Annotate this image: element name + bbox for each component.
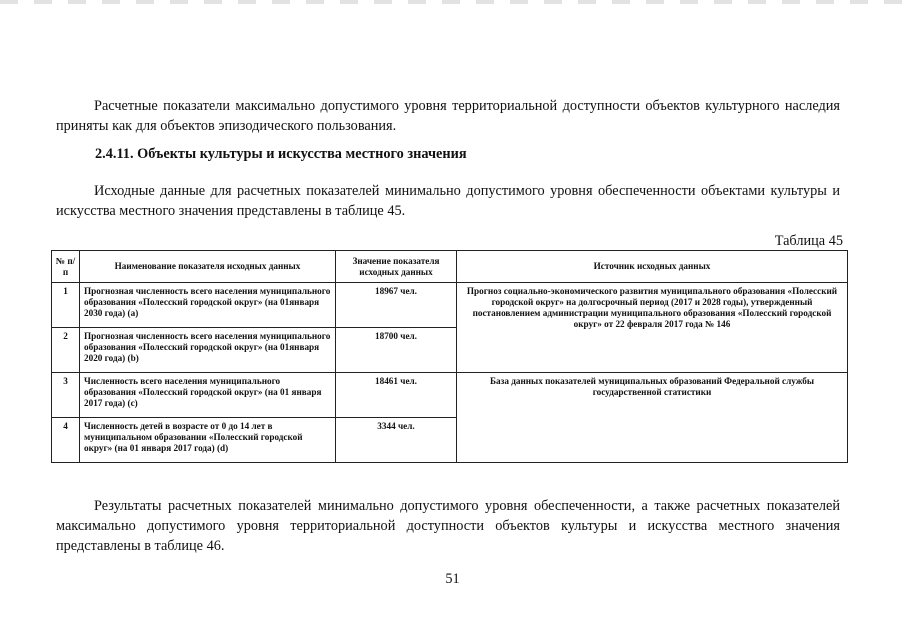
row-num: 4 bbox=[52, 418, 80, 463]
row-num: 2 bbox=[52, 328, 80, 373]
header-name: Наименование показателя исходных данных bbox=[80, 251, 336, 283]
header-source: Источник исходных данных bbox=[457, 251, 848, 283]
table-header-row bbox=[52, 251, 848, 283]
row-source: База данных показателей муниципальных образований Федеральной службы государственной статистики bbox=[457, 373, 848, 463]
row-value: 18461 чел. bbox=[336, 373, 457, 418]
section-heading: 2.4.11. Объекты культуры и искусства местного значения bbox=[95, 146, 467, 162]
row-name: Прогнозная численность всего населения муниципального образования «Полесский городской округ» (на 01января 2020 года) (b) bbox=[80, 328, 336, 373]
header-value: Значение показателя исходных данных bbox=[336, 251, 457, 283]
row-num: 1 bbox=[52, 283, 80, 328]
row-source: Прогноз социально-экономического развития муниципального образования «Полесский городской округ» на долгосрочный период (2017 и 2028 годы), утвержденный постановлением администрации муниципального образования «Полесский городской округ» от 22 февраля 2017 года № 146 bbox=[457, 283, 848, 373]
table-caption: Таблица 45 bbox=[774, 233, 843, 249]
paragraph-text: Исходные данные для расчетных показателей минимально допустимого уровня обеспеченности объектами культуры и искусства местного значения представлены в таблице 45. bbox=[56, 183, 840, 219]
source-data-table bbox=[51, 250, 848, 463]
page-number: 51 bbox=[445, 571, 460, 587]
row-name: Численность всего населения муниципального образования «Полесский городской округ» (на 01 января 2017 года) (c) bbox=[80, 373, 336, 418]
row-num: 3 bbox=[52, 373, 80, 418]
paragraph-text: Результаты расчетных показателей минимально допустимого уровня обеспеченности, а также расчетных показателей максимально допустимого уровня территориальной доступности объектов культуры и искусства местного значения представлены в таблице 46. bbox=[56, 498, 840, 554]
paragraph-source-data bbox=[56, 181, 840, 221]
row-name: Прогнозная численность всего населения муниципального образования «Полесский городской округ» (на 01января 2030 года) (a) bbox=[80, 283, 336, 328]
paragraph-results bbox=[56, 496, 840, 556]
scan-edge-artifact bbox=[0, 0, 905, 4]
row-value: 18967 чел. bbox=[336, 283, 457, 328]
row-value: 18700 чел. bbox=[336, 328, 457, 373]
row-name: Численность детей в возрасте от 0 до 14 лет в муниципальном образовании «Полесский городской округ» (на 01 января 2017 года) (d) bbox=[80, 418, 336, 463]
header-num: № п/п bbox=[52, 251, 80, 283]
row-value: 3344 чел. bbox=[336, 418, 457, 463]
paragraph-text: Расчетные показатели максимально допустимого уровня территориальной доступности объектов культурного наследия приняты как для объектов эпизодического пользования. bbox=[56, 98, 840, 134]
table-row bbox=[52, 283, 848, 328]
paragraph-cultural-heritage bbox=[56, 96, 840, 136]
table-row bbox=[52, 373, 848, 418]
